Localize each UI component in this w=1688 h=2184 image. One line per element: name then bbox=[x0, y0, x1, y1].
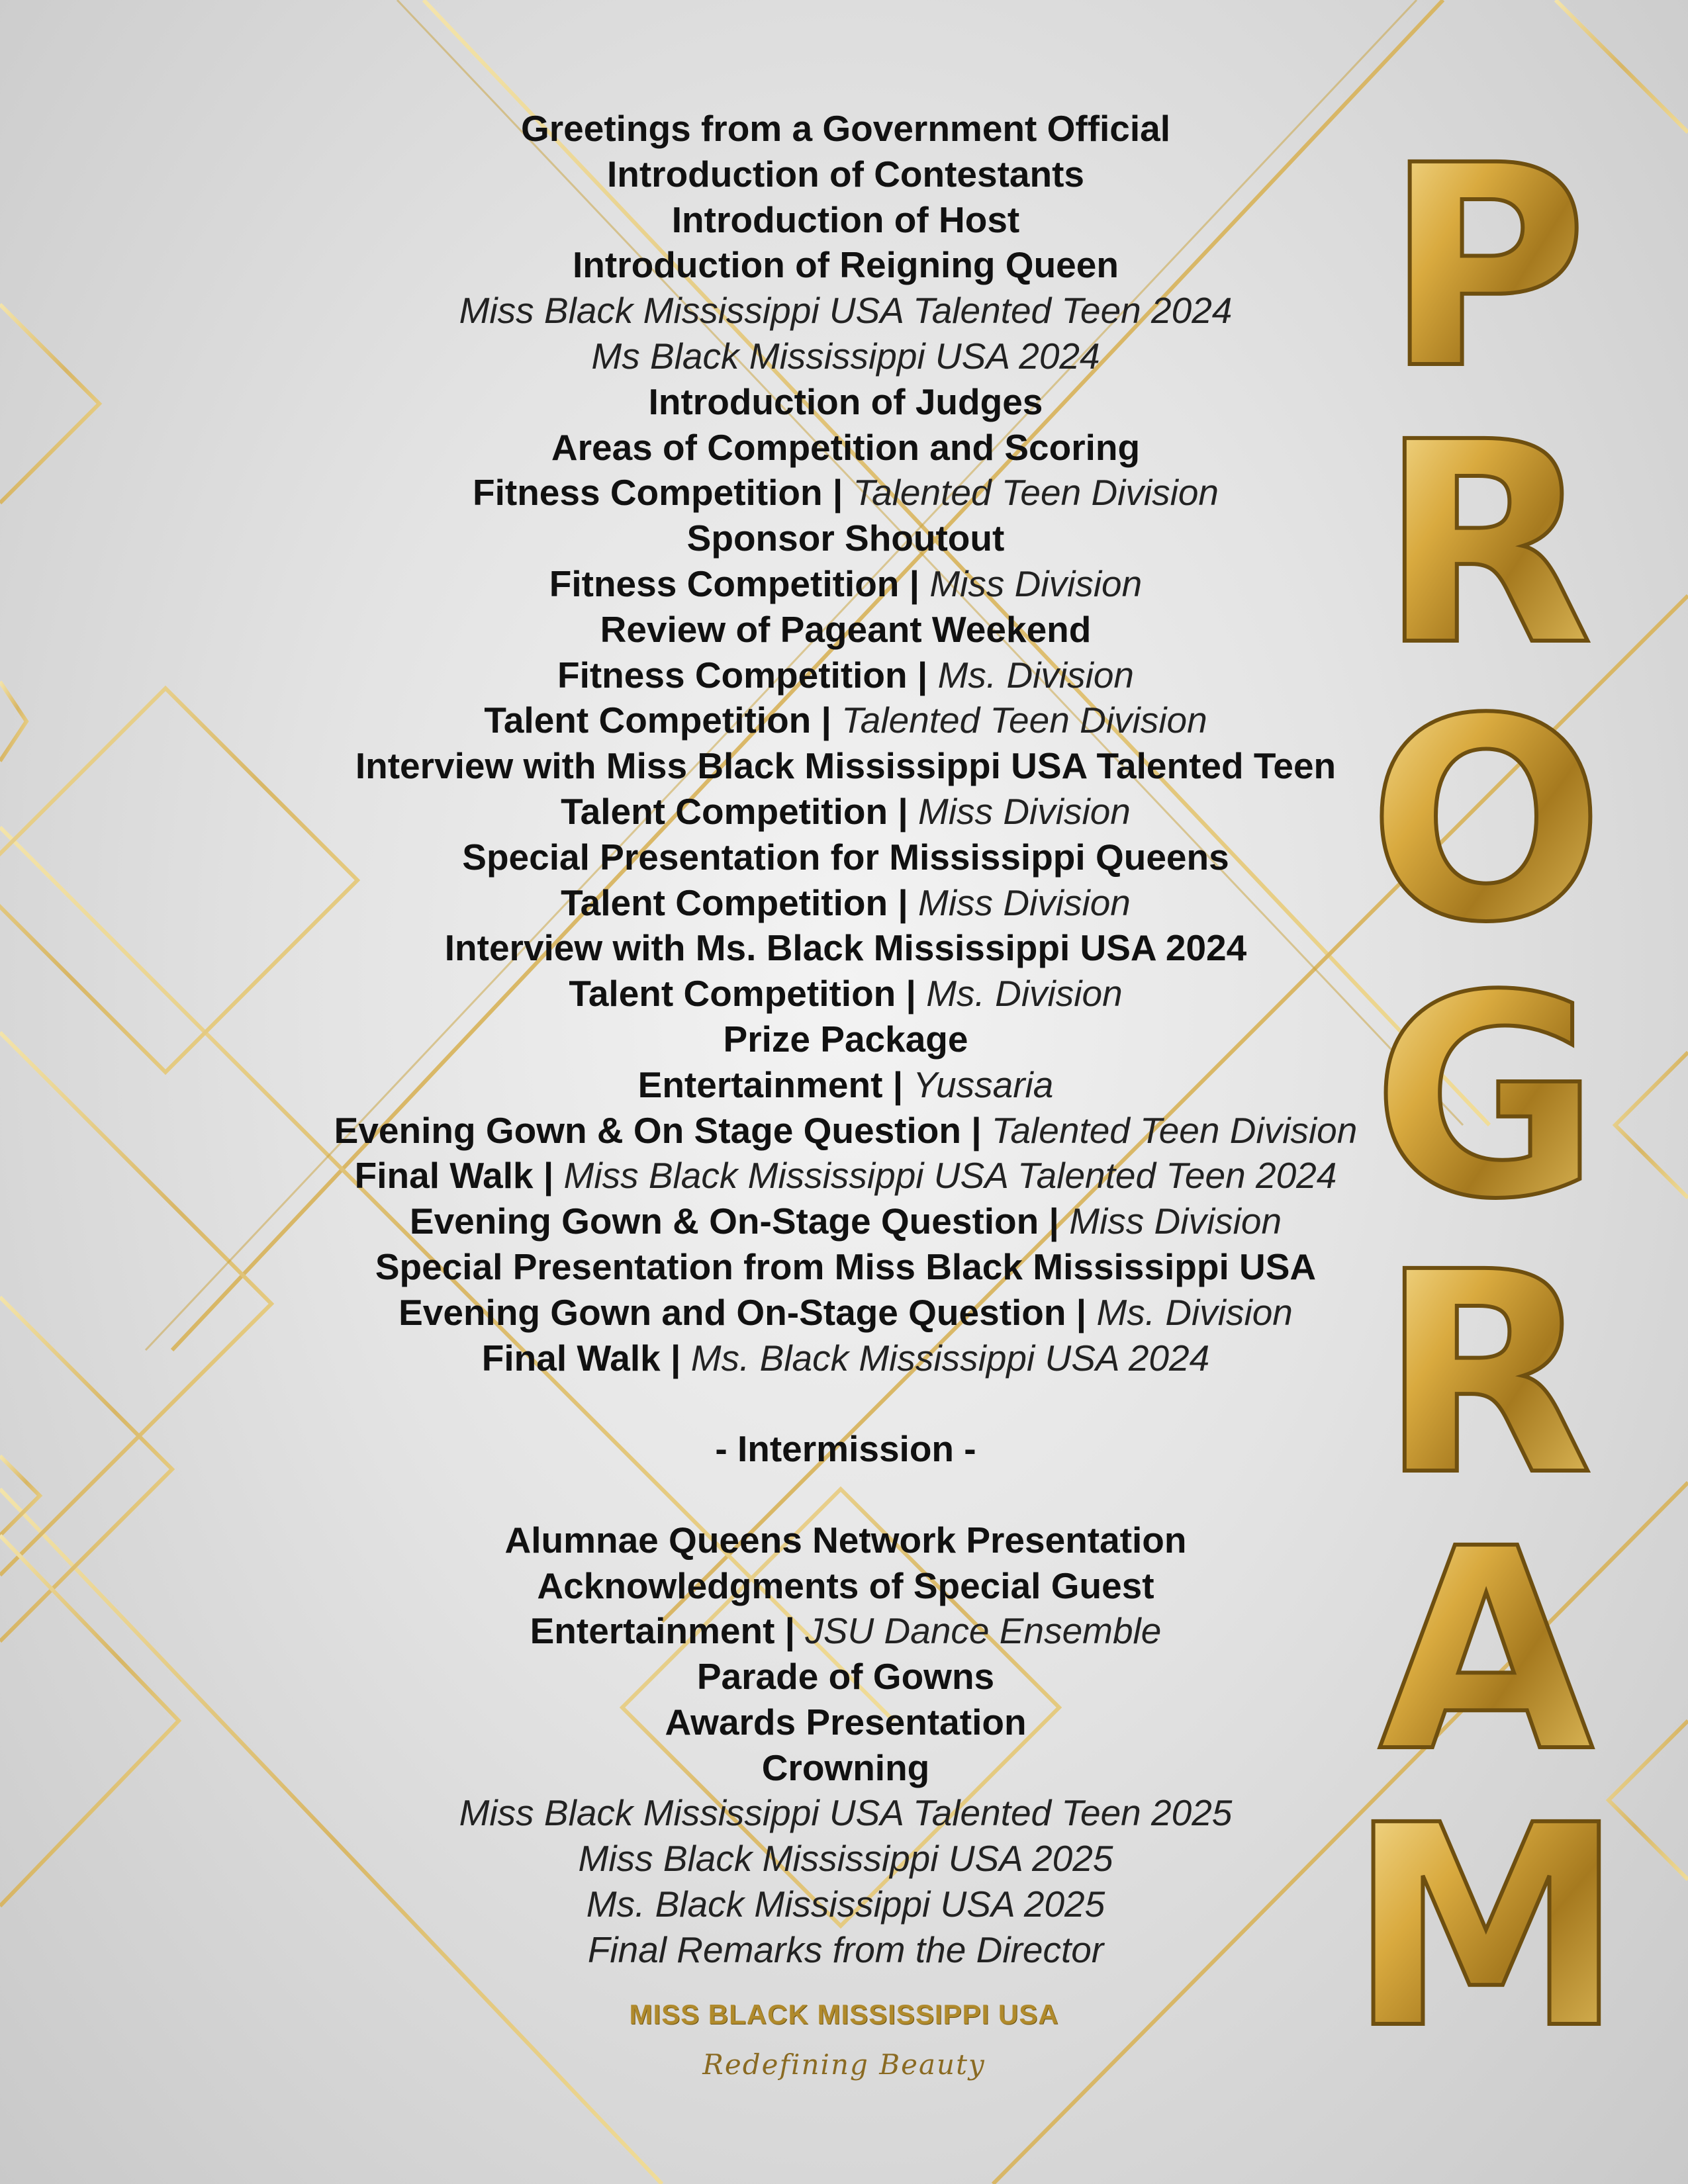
program-item bbox=[192, 1017, 1499, 1062]
program-item-title: Awards Presentation bbox=[665, 1701, 1027, 1743]
program-item bbox=[192, 288, 1499, 334]
program-item-title: Parade of Gowns bbox=[696, 1656, 995, 1698]
program-item-detail: Miss Division bbox=[1069, 1201, 1282, 1242]
program-item-title: Interview with Ms. Black Mississippi USA 2024 bbox=[444, 927, 1247, 969]
program-list bbox=[192, 106, 1499, 1973]
footer-brand: MISS BLACK MISSISSIPPI USA bbox=[629, 1999, 1059, 2030]
program-item bbox=[192, 106, 1499, 152]
program-item bbox=[192, 1518, 1499, 1563]
program-item bbox=[192, 1336, 1499, 1381]
program-item-title: Areas of Competition and Scoring bbox=[551, 426, 1141, 468]
program-item bbox=[192, 743, 1499, 789]
program-item bbox=[192, 880, 1499, 926]
program-item bbox=[192, 925, 1499, 971]
program-item-title: Evening Gown & On-Stage Question | bbox=[409, 1201, 1059, 1242]
program-spacer bbox=[192, 1381, 1499, 1426]
program-item-title: Evening Gown & On Stage Question | bbox=[334, 1109, 982, 1151]
program-item bbox=[192, 242, 1499, 288]
program-title-letter: M bbox=[1348, 1766, 1624, 2090]
program-item bbox=[192, 1700, 1499, 1745]
program-item-title: Sponsor Shoutout bbox=[686, 518, 1005, 559]
program-item bbox=[192, 607, 1499, 653]
program-item-title: Special Presentation for Mississippi Queens bbox=[462, 836, 1229, 878]
program-item-detail: Ms Black Mississippi USA 2024 bbox=[591, 335, 1100, 377]
program-item-title: Fitness Competition | bbox=[549, 563, 920, 604]
program-item-title: Special Presentation from Miss Black Mississippi USA bbox=[375, 1246, 1317, 1287]
program-title-letter: R bbox=[1379, 1213, 1593, 1537]
program-item bbox=[192, 1836, 1499, 1882]
program-item bbox=[192, 1927, 1499, 1973]
program-item-title: Entertainment | bbox=[637, 1064, 904, 1105]
program-item-detail: Ms. Black Mississippi USA 2024 bbox=[690, 1337, 1210, 1379]
program-item bbox=[192, 1745, 1499, 1791]
program-item bbox=[192, 470, 1499, 516]
program-item bbox=[192, 1199, 1499, 1244]
program-item-detail: Miss Black Mississippi USA 2025 bbox=[578, 1838, 1113, 1880]
program-item-title: Introduction of Reigning Queen bbox=[573, 244, 1119, 286]
program-item-title: Talent Competition | bbox=[561, 790, 908, 832]
program-item-detail: Ms. Division bbox=[937, 654, 1134, 696]
program-item bbox=[192, 1790, 1499, 1836]
program-item-detail: Miss Division bbox=[918, 882, 1131, 923]
program-item-title: Talent Competition | bbox=[569, 973, 916, 1015]
program-item-title: Final Walk | bbox=[354, 1155, 554, 1197]
program-item-title: Talent Competition | bbox=[561, 882, 908, 923]
program-item-detail: Ms. Division bbox=[926, 973, 1123, 1015]
program-item bbox=[192, 1426, 1499, 1472]
program-item bbox=[192, 1108, 1499, 1154]
program-item bbox=[192, 1608, 1499, 1654]
program-item-detail: Ms. Black Mississippi USA 2025 bbox=[586, 1884, 1105, 1925]
program-item bbox=[192, 653, 1499, 698]
program-vertical-title bbox=[1348, 107, 1624, 2090]
program-item bbox=[192, 516, 1499, 561]
program-item-detail: Yussaria bbox=[913, 1064, 1054, 1105]
program-item-title: Fitness Competition | bbox=[473, 472, 843, 514]
footer-tagline: Redefining Beauty bbox=[702, 2048, 986, 2081]
program-title-letter: P bbox=[1384, 107, 1588, 430]
program-item-title: Greetings from a Government Official bbox=[520, 108, 1171, 149]
program-item-title: Introduction of Host bbox=[671, 199, 1020, 240]
program-item-title: Prize Package bbox=[723, 1018, 968, 1060]
program-item bbox=[192, 1563, 1499, 1609]
program-item-title: Introduction of Contestants bbox=[606, 153, 1085, 195]
program-title-letter: A bbox=[1378, 1490, 1594, 1813]
program-item-title: Acknowledgments of Special Guest bbox=[537, 1565, 1154, 1606]
program-item-detail: Miss Division bbox=[918, 790, 1131, 832]
program-item bbox=[192, 971, 1499, 1017]
program-item-title: Alumnae Queens Network Presentation bbox=[504, 1519, 1187, 1561]
program-item-detail: Ms. Division bbox=[1096, 1291, 1293, 1333]
program-item bbox=[192, 1153, 1499, 1199]
program-item bbox=[192, 789, 1499, 835]
program-item-title: Entertainment | bbox=[530, 1610, 796, 1652]
program-item bbox=[192, 835, 1499, 880]
program-item-title: - Intermission - bbox=[715, 1428, 976, 1470]
program-item-detail: Miss Black Mississippi USA Talented Teen 2024 bbox=[459, 290, 1233, 332]
program-title-letter: G bbox=[1372, 936, 1601, 1260]
program-item-title: Fitness Competition | bbox=[557, 654, 928, 696]
program-item bbox=[192, 197, 1499, 243]
program-item-title: Review of Pageant Weekend bbox=[600, 608, 1092, 650]
program-item bbox=[192, 1882, 1499, 1927]
program-item-detail: Final Remarks from the Director bbox=[587, 1929, 1104, 1970]
program-item bbox=[192, 334, 1499, 379]
program-title-letter: R bbox=[1379, 383, 1593, 707]
program-item-detail: Talented Teen Division bbox=[991, 1109, 1358, 1151]
program-item bbox=[192, 1290, 1499, 1336]
program-item-detail: JSU Dance Ensemble bbox=[805, 1610, 1162, 1652]
program-item bbox=[192, 1062, 1499, 1108]
program-item-title: Talent Competition | bbox=[484, 700, 831, 741]
program-item bbox=[192, 1244, 1499, 1290]
program-item-title: Introduction of Judges bbox=[648, 381, 1043, 422]
program-item-detail: Miss Black Mississippi USA Talented Teen 2025 bbox=[459, 1792, 1233, 1834]
program-item bbox=[192, 561, 1499, 607]
program-item-title: Final Walk | bbox=[481, 1337, 681, 1379]
program-item bbox=[192, 1654, 1499, 1700]
program-item bbox=[192, 698, 1499, 743]
program-item-title: Evening Gown and On-Stage Question | bbox=[399, 1291, 1087, 1333]
program-item bbox=[192, 425, 1499, 471]
program-item-detail: Miss Division bbox=[929, 563, 1143, 604]
program-item-title: Interview with Miss Black Mississippi USA Talented Teen bbox=[355, 745, 1336, 787]
program-item-detail: Talented Teen Division bbox=[853, 472, 1219, 514]
program-title-letter: O bbox=[1368, 660, 1605, 983]
program-item bbox=[192, 152, 1499, 197]
program-item-detail: Talented Teen Division bbox=[841, 700, 1207, 741]
program-item-title: Crowning bbox=[761, 1747, 930, 1788]
program-spacer bbox=[192, 1472, 1499, 1518]
program-item bbox=[192, 379, 1499, 425]
program-item-detail: Miss Black Mississippi USA Talented Teen 2024 bbox=[563, 1155, 1337, 1197]
